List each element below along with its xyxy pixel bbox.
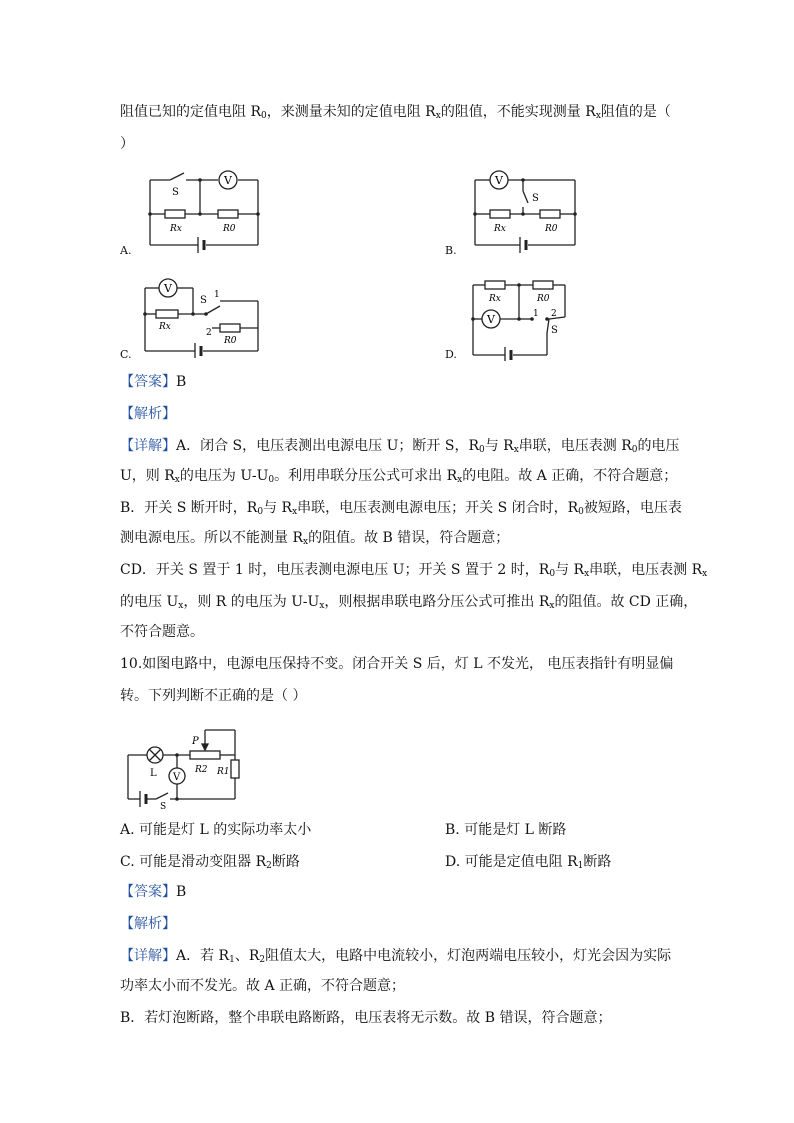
svg-text:S: S	[172, 187, 179, 198]
q9-circuit-diagram-d	[465, 273, 595, 361]
svg-text:S: S	[551, 325, 558, 336]
q9-detail-a-line1: 【详解】A．闭合 S，电压表测出电源电压 U；断开 S，$R_0$与 $R_x$串联，电压表测 $R_0$的电压	[120, 438, 680, 455]
svg-text:L: L	[150, 768, 157, 779]
svg-text:2: 2	[551, 309, 557, 319]
q9-option-a-label: A.	[120, 244, 132, 257]
svg-text:R0: R0	[224, 336, 237, 346]
q9-option-b-label: B.	[445, 244, 457, 257]
q9-circuit-diagram-a	[140, 165, 270, 260]
q10-answer: 【答案】B	[120, 884, 187, 900]
q9-option-c-label: C.	[120, 348, 132, 361]
q9-answer: 【答案】B	[120, 374, 187, 390]
q10-circuit-diagram	[120, 722, 250, 810]
q9-detail-cd-line2: 的电压 $U_x$，则 R 的电压为 $U-U_x$，则根据串联电路分压公式可推出 $R_x$的阻值。故 CD 正确，	[120, 594, 698, 611]
svg-text:R2: R2	[195, 765, 208, 775]
q10-detail-b-line1: B．若灯泡断路，整个串联电路断路，电压表将无示数。故 B 错误，符合题意；	[120, 1010, 612, 1026]
q10-option-c: C. 可能是滑动变阻器 $R_2$断路	[120, 854, 300, 871]
q10-option-d: D. 可能是定值电阻 $R_1$断路	[445, 854, 612, 871]
svg-text:S: S	[532, 193, 539, 204]
svg-text:V: V	[173, 772, 181, 783]
q9-detail-cd-line3: 不符合题意。	[120, 624, 204, 640]
svg-text:2: 2	[206, 328, 212, 338]
svg-text:R0: R0	[223, 224, 236, 234]
svg-text:V: V	[224, 174, 232, 187]
q10-option-b: B. 可能是灯 L 断路	[445, 822, 567, 838]
q9-stem-line2: ）	[120, 136, 134, 152]
q9-circuit-diagram-b	[465, 165, 595, 260]
q9-detail-cd-line1: CD．开关 S 置于 1 时，电压表测电源电压 U；开关 S 置于 2 时，$R_0$与 $R_x$串联，电压表测 $R_x$	[120, 562, 708, 579]
svg-text:Rx: Rx	[494, 224, 506, 234]
q9-detail-b-line1: B．开关 S 断开时，$R_0$与 $R_x$串联，电压表测电源电压；开关 S 闭合时，$R_0$被短路，电压表	[120, 500, 682, 517]
svg-text:V: V	[495, 174, 503, 187]
svg-text:R0: R0	[545, 224, 558, 234]
svg-text:R0: R0	[537, 294, 550, 304]
svg-text:1: 1	[214, 290, 220, 300]
q9-detail-a-line2: U，则 $R_x$的电压为 $U-U_0$。利用串联分压公式可求出 $R_x$的电阻。故 A 正确，不符合题意；	[120, 468, 678, 485]
q9-analysis-heading: 【解析】	[120, 406, 176, 422]
svg-text:P: P	[192, 736, 199, 747]
q10-stem-line2: 转。下列判断不正确的是（ ）	[120, 688, 307, 704]
q10-detail-a-line2: 功率太小而不发光。故 A 正确，不符合题意；	[120, 978, 406, 994]
svg-text:S: S	[160, 802, 167, 810]
q10-stem-line1: 10.如图电路中，电源电压保持不变。闭合开关 S 后，灯 L 不发光， 电压表指针有明显偏	[120, 656, 674, 672]
svg-text:Rx: Rx	[159, 322, 171, 332]
q9-circuit-diagram-c	[140, 273, 270, 358]
svg-text:1: 1	[533, 309, 539, 319]
q10-detail-a-line1: 【详解】A．若 $R_1$、$R_2$阻值太大，电路中电流较小，灯泡两端电压较小，灯光会因为实际	[120, 948, 672, 965]
q9-detail-b-line2: 测电源电压。所以不能测量 $R_x$的阻值。故 B 错误，符合题意；	[120, 530, 510, 547]
svg-text:Rx: Rx	[489, 294, 501, 304]
svg-text:V: V	[164, 282, 172, 295]
q10-analysis-heading: 【解析】	[120, 916, 176, 932]
q10-option-a: A. 可能是灯 L 的实际功率太小	[120, 822, 312, 838]
svg-text:R1: R1	[217, 767, 230, 777]
svg-text:V: V	[487, 313, 495, 326]
svg-text:Rx: Rx	[170, 224, 182, 234]
q9-stem-line1: 阻值已知的定值电阻 $R_0$，来测量未知的定值电阻 $R_x$的阻值，不能实现测量 $R_x$阻值的是（	[120, 104, 671, 121]
svg-text:S: S	[200, 295, 207, 306]
q9-option-d-label: D.	[445, 348, 457, 361]
